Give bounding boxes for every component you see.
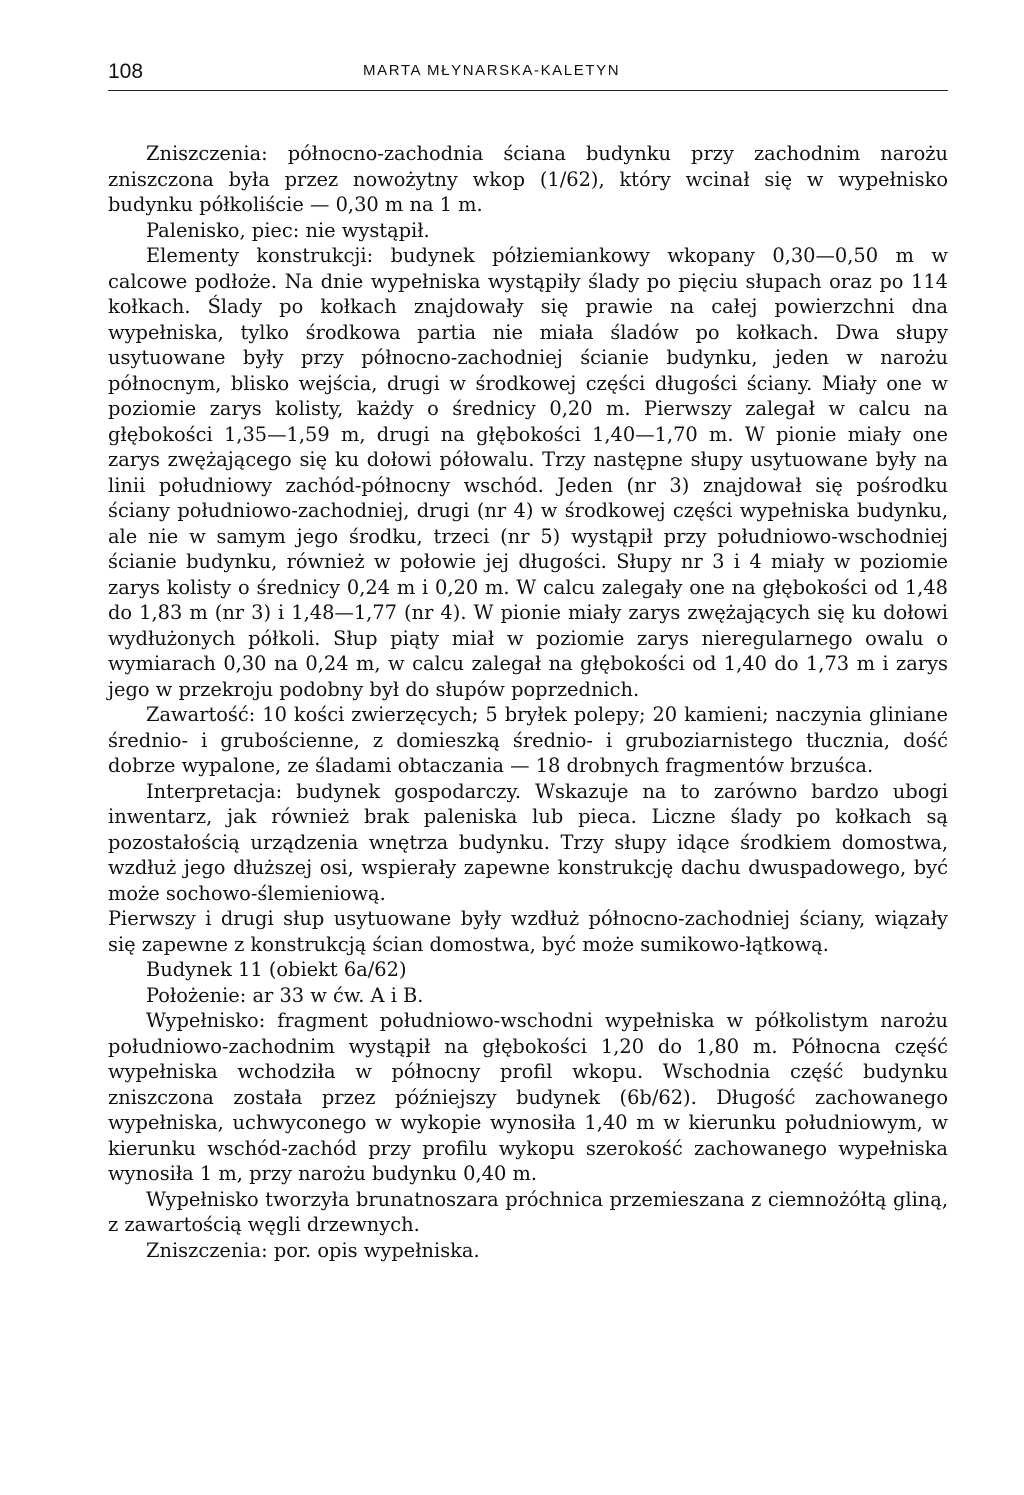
running-header	[108, 56, 948, 91]
paragraph-interpretacja-continued: Pierwszy i drugi słup usytuowane były wzdłuż północno-zachodniej ściany, wiązały się zapewne z konstrukcją ścian domostwa, być może sumikowo-łątkową.	[108, 907, 948, 956]
page	[108, 56, 948, 1263]
paragraph-wypelnisko-sklad: Wypełnisko tworzyła brunatnoszara próchnica przemieszana z ciemnożółtą gliną, z zawartością węgli drzewnych.	[108, 1187, 948, 1236]
article-body	[108, 141, 948, 1263]
paragraph-zniszczenia-2: Zniszczenia: por. opis wypełniska.	[146, 1238, 480, 1262]
paragraph-zawartosc: Zawartość: 10 kości zwierzęcych; 5 bryłek polepy; 20 kamieni; naczynia gliniane średnio- i grubościenne, z domieszką średnio- i gruboziarnistego tłucznia, dość dobrze wypalone, ze śladami obtaczania — 18 drobnych fragmentów brzuśca.	[108, 703, 948, 777]
paragraph-palenisko: Palenisko, piec: nie wystąpił.	[146, 218, 430, 242]
paragraph-elementy-konstrukcji: Elementy konstrukcji: budynek półziemiankowy wkopany 0,30—0,50 m w calcowe podłoże. Na dnie wypełniska wystąpiły ślady po pięciu słupach oraz po 114 kołkach. Ślady po kołkach znajdowały się prawie na całej powierzchni dna wypełniska, tylko środkowa partia nie miała śladów po kołkach. Dwa słupy usytuowane były przy północno-zachodniej ścianie budynku, jeden w narożu północnym, blisko wejścia, drugi w środkowej części długości ściany. Miały one w poziomie zarys kolisty, każdy o średnicy 0,20 m. Pierwszy zalegał w calcu na głębokości 1,35—1,59 m, drugi na głębokości 1,40—1,70 m. W pionie miały one zarys zwężającego się ku dołowi półowalu. Trzy następne słupy usytuowane były na linii południowy zachód-północny wschód. Jeden (nr 3) znajdował się pośrodku ściany południowo-zachodniej, drugi (nr 4) w środkowej części wypełniska budynku, ale nie w samym jego środku, trzeci (nr 5) wystąpił przy południowo-wschodniej ścianie budynku, również w połowie jej długości. Słupy nr 3 i 4 miały w poziomie zarys kolisty o średnicy 0,24 m i 0,20 m. W calcu zalegały one na głębokości od 1,48 do 1,83 m (nr 3) i 1,48—1,77 (nr 4). W pionie miały zarys zwężających się ku dołowi wydłużonych półkoli. Słup piąty miał w poziomie zarys nieregularnego owalu o wymiarach 0,30 na 0,24 m, w calcu zalegał na głębokości od 1,40 do 1,73 m i zarys jego w przekroju podobny był do słupów poprzednich.	[108, 244, 948, 701]
running-header-author: MARTA MŁYNARSKA-KALETYN	[363, 62, 621, 79]
paragraph-budynek-heading: Budynek 11 (obiekt 6a/62)	[146, 958, 407, 981]
paragraph-interpretacja: Interpretacja: budynek gospodarczy. Wskazuje na to zarówno bardzo ubogi inwentarz, jak również brak paleniska lub pieca. Liczne ślady po kołkach są pozostałością urządzenia wnętrza budynku. Trzy słupy idące środkiem domostwa, wzdłuż jego dłuższej osi, wspierały zapewne konstrukcję dachu dwuspadowego, być może sochowo-ślemieniową.	[108, 779, 948, 905]
paragraph-zniszczenia: Zniszczenia: północno-zachodnia ściana budynku przy zachodnim narożu zniszczona była przez nowożytny wkop (1/62), który wcinał się w wypełnisko budynku półkoliście — 0,30 m na 1 m.	[108, 142, 948, 216]
paragraph-wypelnisko: Wypełnisko: fragment południowo-wschodni wypełniska w półkolistym narożu południowo-zachodnim wystąpił na głębokości 1,20 do 1,80 m. Północna część wypełniska wchodziła w północny profil wkopu. Wschodnia część budynku zniszczona została przez późniejszy budynek (6b/62). Długość zachowanego wypełniska, uchwyconego w wykopie wynosiła 1,40 m w kierunku południowym, w kierunku wschód-zachód przy profilu wykopu szerokość zachowanego wypełniska wynosiła 1 m, przy narożu budynku 0,40 m.	[108, 1009, 948, 1185]
paragraph-polozenie: Położenie: ar 33 w ćw. A i B.	[146, 983, 424, 1007]
page-number: 108	[108, 60, 144, 83]
